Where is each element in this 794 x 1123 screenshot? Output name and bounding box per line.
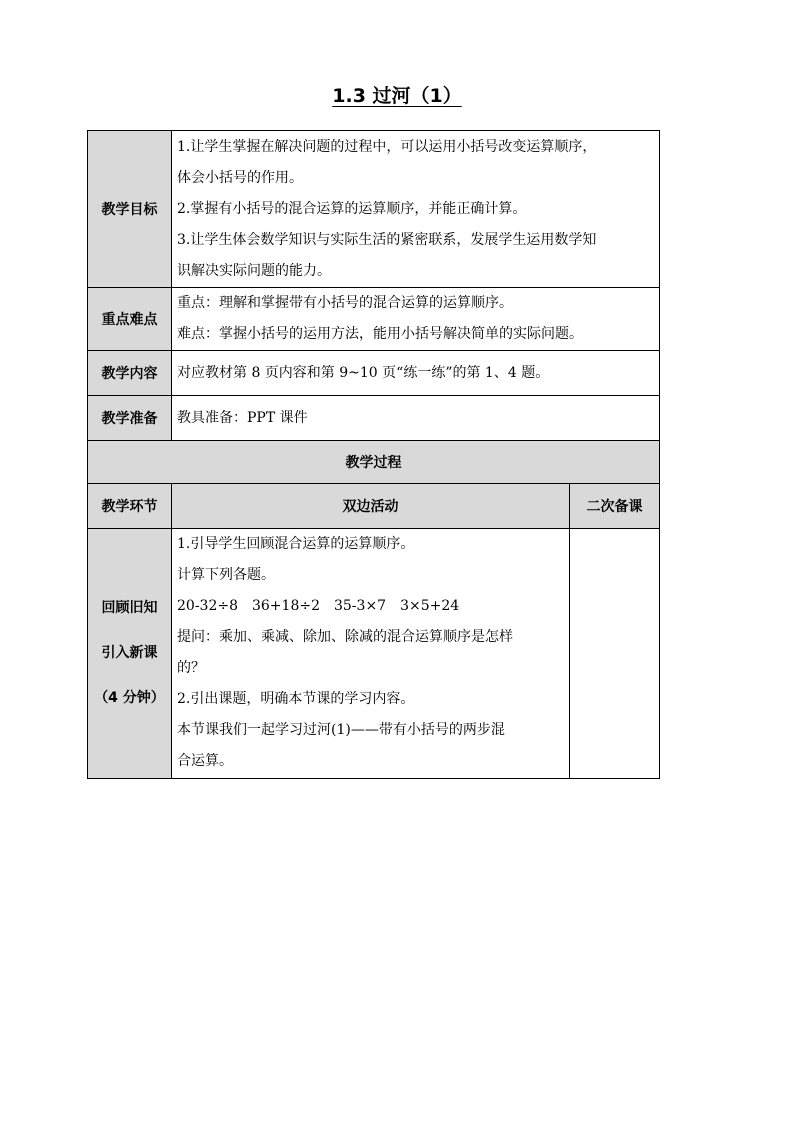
label-key-points: 重点难点 — [88, 288, 172, 351]
activity-line: 提问：乘加、乘减、除加、除减的混合运算顺序是怎样 — [177, 629, 513, 645]
label-teaching-content: 教学内容 — [88, 351, 172, 396]
stage-secondary-notes — [570, 529, 660, 779]
teaching-goals-content — [172, 131, 660, 288]
row-stage-review — [88, 529, 660, 779]
lesson-plan-table — [87, 130, 660, 779]
document-title: 1.3 过河（1） — [332, 85, 462, 107]
activity-line: 20-32÷8 36+18÷2 35-3×7 3×5+24 — [177, 598, 460, 614]
stage-label-line: 回顾旧知 — [101, 600, 158, 616]
key-point-line: 难点：掌握小括号的运用方法，能用小括号解决简单的实际问题。 — [177, 326, 583, 342]
row-process-header — [88, 441, 660, 484]
activity-line: 的？ — [177, 660, 205, 676]
row-column-headers — [88, 484, 660, 529]
stage-duration: （4 分钟） — [94, 690, 165, 706]
row-key-points — [88, 288, 660, 351]
teaching-preparation-text: 教具准备：PPT 课件 — [172, 396, 660, 441]
column-header-activity: 双边活动 — [172, 484, 570, 529]
goal-line: 识解决实际问题的能力。 — [177, 262, 331, 279]
label-teaching-goals: 教学目标 — [88, 131, 172, 288]
process-header: 教学过程 — [88, 441, 660, 484]
goal-line: 2.掌握有小括号的混合运算的运算顺序，并能正确计算。 — [177, 200, 527, 217]
column-header-notes: 二次备课 — [570, 484, 660, 529]
activity-line: 2.引出课题，明确本节课的学习内容。 — [177, 691, 415, 707]
key-points-content — [172, 288, 660, 351]
key-point-line: 重点：理解和掌握带有小括号的混合运算的运算顺序。 — [177, 295, 513, 311]
goal-line: 1.让学生掌握在解决问题的过程中，可以运用小括号改变运算顺序， — [177, 138, 597, 155]
column-header-stage: 教学环节 — [88, 484, 172, 529]
activity-line: 1.引导学生回顾混合运算的运算顺序。 — [177, 536, 415, 552]
row-teaching-goals — [88, 131, 660, 288]
row-teaching-content — [88, 351, 660, 396]
stage-label-line: 引入新课 — [101, 645, 158, 661]
row-teaching-preparation — [88, 396, 660, 441]
label-teaching-preparation: 教学准备 — [88, 396, 172, 441]
activity-line: 合运算。 — [177, 753, 233, 769]
teaching-content-text: 对应教材第 8 页内容和第 9~10 页“练一练”的第 1、4 题。 — [172, 351, 660, 396]
activity-line: 计算下列各题。 — [177, 567, 275, 583]
goal-line: 3.让学生体会数学知识与实际生活的紧密联系，发展学生运用数学知 — [177, 231, 597, 248]
goal-line: 体会小括号的作用。 — [177, 169, 303, 186]
activity-line: 本节课我们一起学习过河(1)——带有小括号的两步混 — [177, 722, 505, 738]
stage-label-review — [88, 529, 172, 779]
stage-activity-content — [172, 529, 570, 779]
